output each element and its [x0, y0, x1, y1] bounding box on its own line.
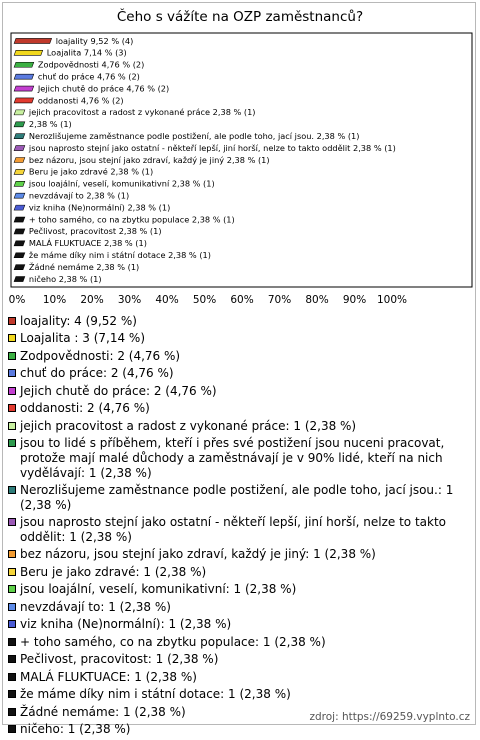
- legend-label: Jejich chutě do práce: 2 (4,76 %): [20, 383, 217, 398]
- bar-label: Nerozlišujeme zaměstnance podle postižení, ale podle toho, jací jsou. 2,38 % (1): [28, 130, 360, 141]
- bar-5: [14, 98, 34, 103]
- bar-label: viz kniha (Ne)normální) 2,38 % (1): [28, 202, 171, 213]
- legend-item: [8, 617, 468, 632]
- x-tick-label: 50%: [192, 294, 217, 306]
- bar-12: [14, 181, 25, 186]
- legend-label: viz kniha (Ne)normální): 1 (2,38 %): [20, 617, 232, 632]
- bar-label: že máme díky nim i státní dotace 2,38 % (1): [28, 250, 211, 261]
- bar-label: bez názoru, jsou stejní jako zdraví, každý je jiný 2,38 % (1): [28, 154, 270, 165]
- legend-swatch: [8, 603, 16, 611]
- bar-label: Zodpovědnosti 4,76 % (2): [37, 59, 145, 70]
- legend-item: [8, 366, 468, 381]
- bar-9: [14, 146, 25, 151]
- legend-label: loajality: 4 (9,52 %): [20, 314, 137, 328]
- bar-16: [14, 229, 25, 234]
- bar-label: 2,38 % (1): [28, 119, 72, 130]
- legend-swatch: [8, 317, 16, 325]
- bar-label: ničeho 2,38 % (1): [28, 273, 102, 284]
- bar-label: Jejich chutě do práce 4,76 % (2): [37, 83, 170, 94]
- bar-label: jsou naprosto stejní jako ostatní - někteří lepší, jiní horší, nelze to takto oddělit 2,38 % (1): [28, 142, 396, 153]
- legend-label: oddanosti: 2 (4,76 %): [20, 401, 150, 416]
- bar-label: Žádné nemáme 2,38 % (1): [28, 261, 140, 272]
- bar-10: [14, 158, 25, 163]
- legend-item: [8, 314, 468, 329]
- legend-swatch: [8, 655, 16, 663]
- bar-label: oddanosti 4,76 % (2): [37, 95, 124, 106]
- legend-label: bez názoru, jsou stejní jako zdraví, každý je jiný: 1 (2,38 %): [20, 547, 376, 562]
- legend-item: [8, 600, 468, 615]
- legend-item: [8, 582, 468, 597]
- x-tick-label: 40%: [155, 294, 179, 306]
- legend-swatch: [8, 369, 16, 377]
- legend-swatch: [8, 439, 16, 447]
- legend-label: Zodpovědnosti: 2 (4,76 %): [20, 348, 181, 363]
- legend-label: že máme díky nim i státní dotace: 1 (2,38 %): [20, 687, 291, 702]
- bar-label: Beru je jako zdravé 2,38 % (1): [28, 166, 154, 177]
- bar-chart: [0, 0, 480, 310]
- legend-label: MALÁ FLUKTUACE: 1 (2,38 %): [20, 669, 197, 684]
- bar-18: [14, 253, 25, 258]
- legend-item: [8, 547, 468, 562]
- x-tick-label: 70%: [267, 294, 292, 306]
- legend-label: jsou naprosto stejní jako ostatní - někteří lepší, jiní horší, nelze to takto oddělit: 1 (2,38 %): [20, 515, 447, 544]
- bar-3: [14, 74, 34, 79]
- bar-7: [14, 122, 25, 127]
- legend-swatch: [8, 486, 16, 494]
- bar-label: chuť do práce 4,76 % (2): [37, 71, 140, 82]
- bar-label: jejich pracovitost a radost z vykonané práce 2,38 % (1): [28, 107, 256, 118]
- legend-item: [8, 419, 468, 434]
- chart-title: Čeho s vážíte na OZP zaměstnanců?: [116, 9, 364, 25]
- legend-item: [8, 349, 468, 364]
- legend-label: Pečlivost, pracovitost: 1 (2,38 %): [20, 652, 219, 667]
- bar-8: [14, 134, 25, 139]
- x-tick-label: 80%: [305, 294, 329, 306]
- bar-2: [14, 62, 34, 67]
- bar-20: [14, 277, 25, 282]
- legend-swatch: [8, 404, 16, 412]
- bar-4: [14, 86, 34, 91]
- bar-label: Pečlivost, pracovitost 2,38 % (1): [28, 226, 162, 237]
- legend-item: [8, 436, 468, 480]
- bar-label: MALÁ FLUKTUACE 2,38 % (1): [28, 238, 147, 249]
- legend-swatch: [8, 708, 16, 716]
- legend-label: Beru je jako zdravé: 1 (2,38 %): [20, 564, 207, 579]
- legend-swatch: [8, 568, 16, 576]
- legend-item: [8, 635, 468, 650]
- legend-label: Loajalita : 3 (7,14 %): [20, 331, 146, 346]
- bar-label: loajality 9,52 % (4): [55, 35, 134, 46]
- bar-6: [14, 110, 25, 115]
- legend-label: jsou loajální, veselí, komunikativní: 1 (2,38 %): [20, 582, 297, 597]
- bar-15: [14, 217, 25, 222]
- legend-label: Nerozlišujeme zaměstnance podle postižení, ale podle toho, jací jsou.: 1 (2,38 %): [20, 483, 454, 512]
- bar-11: [14, 169, 25, 174]
- bar-label: + toho samého, co na zbytku populace 2,38 % (1): [28, 214, 235, 225]
- x-tick-label: 0%: [8, 294, 26, 306]
- bar-1: [14, 50, 43, 55]
- x-tick-label: 30%: [117, 294, 142, 306]
- legend-swatch: [8, 638, 16, 646]
- legend-swatch: [8, 550, 16, 558]
- legend-item: [8, 565, 468, 580]
- x-tick-label: 60%: [230, 294, 254, 306]
- legend-swatch: [8, 334, 16, 342]
- x-tick-label: 100%: [376, 294, 408, 306]
- legend-item: [8, 652, 468, 667]
- legend-swatch: [8, 352, 16, 360]
- legend-swatch: [8, 518, 16, 526]
- legend-label: nevzdávají to: 1 (2,38 %): [20, 599, 171, 614]
- legend-swatch: [8, 620, 16, 628]
- bar-label: nevzdávají to 2,38 % (1): [28, 190, 130, 201]
- legend-item: [8, 687, 468, 702]
- x-tick-label: 90%: [342, 294, 367, 306]
- bar-19: [14, 265, 25, 270]
- legend-swatch: [8, 585, 16, 593]
- legend-label: Žádné nemáme: 1 (2,38 %): [20, 704, 186, 719]
- legend-item: [8, 384, 468, 399]
- legend-label: + toho samého, co na zbytku populace: 1 (2,38 %): [20, 634, 326, 649]
- legend-label: chuť do práce: 2 (4,76 %): [20, 366, 174, 381]
- x-tick-label: 10%: [42, 294, 67, 306]
- legend-label: jsou to lidé s příběhem, kteří i přes své postižení jsou nuceni pracovat, protože mají malé důchody a zaměstnávají je v 90% lidé, kteří na nich vydělávají: 1 (2,38 %): [20, 436, 445, 480]
- bar-label: jsou loajální, veselí, komunikativní 2,38 % (1): [28, 178, 215, 189]
- x-tick-label: 20%: [80, 294, 104, 306]
- legend-item: [8, 331, 468, 346]
- legend-item: [8, 483, 468, 512]
- legend-swatch: [8, 422, 16, 430]
- legend-item: [8, 515, 468, 544]
- bar-13: [14, 193, 25, 198]
- bar-17: [14, 241, 25, 246]
- bar-label: Loajalita 7,14 % (3): [46, 47, 127, 58]
- legend-item: [8, 401, 468, 416]
- legend-swatch: [8, 673, 16, 681]
- legend-label: jejich pracovitost a radost z vykonané práce: 1 (2,38 %): [20, 418, 357, 433]
- bar-14: [14, 205, 25, 210]
- legend-swatch: [8, 387, 16, 395]
- source-note: zdroj: https://69259.vyplnto.cz: [309, 711, 470, 723]
- legend-swatch: [8, 725, 16, 733]
- legend: [8, 314, 468, 740]
- legend-swatch: [8, 690, 16, 698]
- legend-item: [8, 670, 468, 685]
- legend-item: [8, 722, 468, 737]
- bar-0: [14, 38, 52, 43]
- legend-label: ničeho: 1 (2,38 %): [20, 722, 131, 737]
